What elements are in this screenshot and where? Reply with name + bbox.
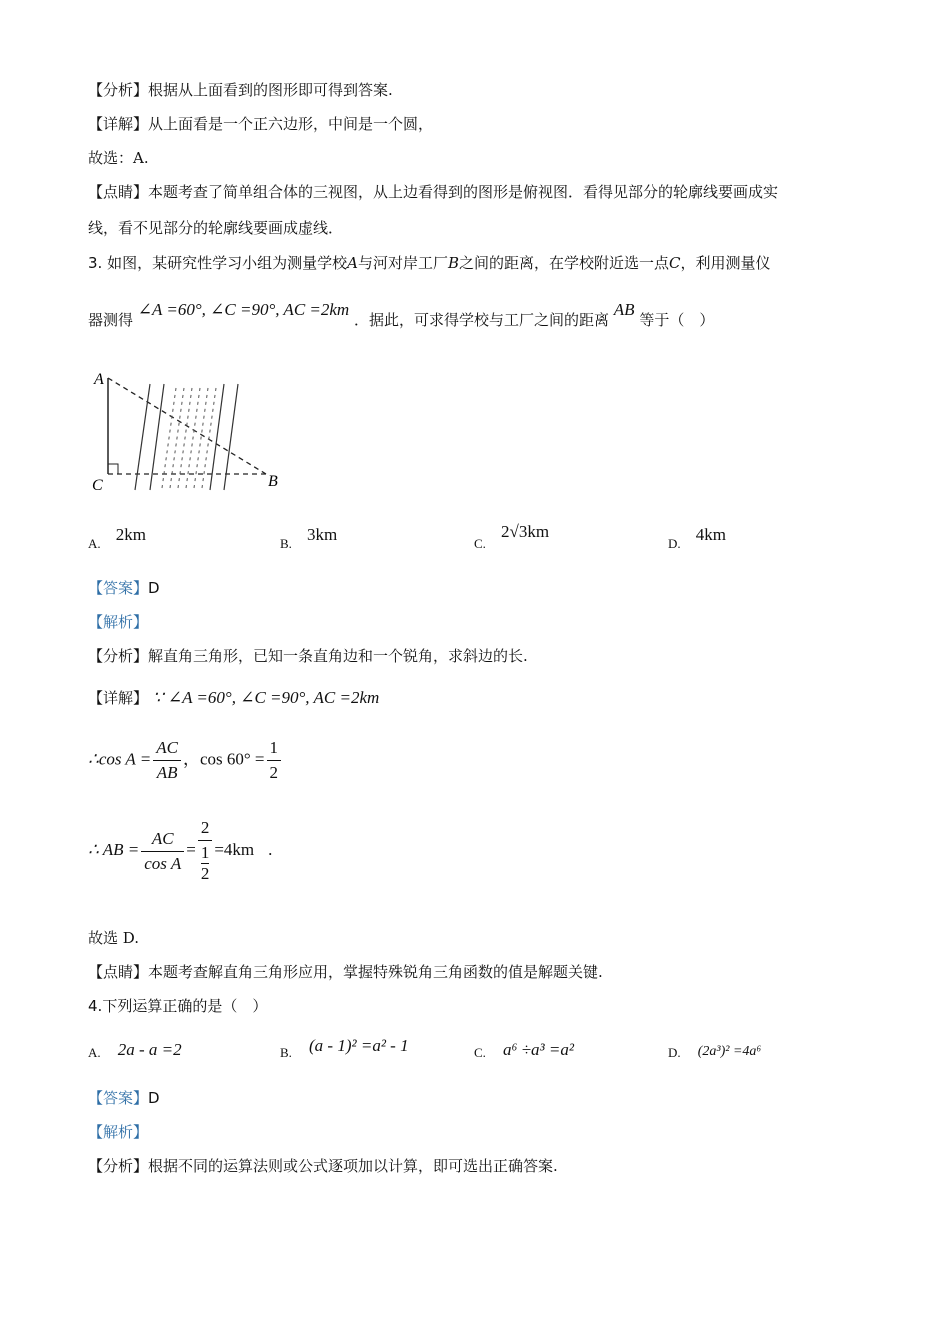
q4-stem: 4.下列运算正确的是（ ） xyxy=(88,997,268,1015)
q4-option-b[interactable]: $_{B.}$ (a - 1)² =a² - 1 xyxy=(280,1036,409,1060)
q2-detail: 【详解】从上面看是一个正六边形，中间是一个圆， xyxy=(88,115,434,133)
q4-analysis: 【分析】根据不同的运算法则或公式逐项加以计算，即可选出正确答案. xyxy=(88,1157,558,1175)
q3-stem-1: 3. 如图，某研究性学习小组为测量学校A与河对岸工厂B之间的距离，在学校附近选一点C，利用测量仪 xyxy=(88,254,771,272)
q3-explain-tag: 【解析】 xyxy=(88,613,149,631)
river-banks xyxy=(135,384,238,490)
q3-option-c[interactable]: $_{C.}$ 2√3km xyxy=(474,522,550,551)
fraction-ac-ab: $\frac{AC}{AB}$ xyxy=(153,738,181,783)
fraction-ac-cosa: $\frac{AC}{\text{cos A}}$ xyxy=(141,829,184,874)
river-water xyxy=(162,388,216,488)
q2-comment-1: 【点睛】本题考查了简单组合体的三视图，从上边看得到的图形是俯视图．看得见部分的轮廓线要画成实 xyxy=(88,183,779,201)
label-c: C xyxy=(92,477,103,494)
q3-option-b[interactable]: $_{B.}$ 3km xyxy=(280,525,338,551)
q3-figure xyxy=(88,366,288,496)
q2-comment-2: 线，看不见部分的轮廓线要画成虚线． xyxy=(88,219,344,237)
q3-stem-2: 器测得 ∠A =60°, ∠C =90°, AC =2km ．据此，可求得学校与工厂之间的距离 AB 等于（ ） xyxy=(88,300,715,329)
segment-ab xyxy=(108,378,266,474)
q2-analysis: 【分析】根据从上面看到的图形即可得到答案. xyxy=(88,81,393,99)
q4-option-c[interactable]: C. a⁶ ÷a³ =a² xyxy=(474,1040,574,1060)
right-angle-mark xyxy=(108,464,118,474)
fraction-two-over-half: 2 1 2 xyxy=(198,818,213,884)
label-a: A xyxy=(94,371,104,388)
q3-step-2: ∴cos A = $\frac{AC}{AB}$ ，cos 60° = $\frac{1}{2}$ xyxy=(88,738,283,783)
q3-choose: 故选 D. xyxy=(88,929,140,947)
q4-explain-tag: 【解析】 xyxy=(88,1123,149,1141)
q4-option-a[interactable]: A. 2a - a =2 xyxy=(88,1040,182,1060)
q4-option-d[interactable]: D. (2a³)² =4a⁶ xyxy=(668,1044,762,1060)
fraction-one-half: $\frac{1}{2}$ xyxy=(267,738,282,783)
q2-choose: 故选：A. xyxy=(88,149,149,167)
q3-option-d[interactable]: $_{D.}$ 4km xyxy=(668,525,726,551)
q3-option-a[interactable]: $_{A.}$ 2km xyxy=(88,525,146,551)
q3-analysis: 【分析】解直角三角形，已知一条直角边和一个锐角，求斜边的长. xyxy=(88,647,528,665)
q3-step-3: ∴ AB = $\frac{AC}{\text{cos A}}$ = 2 1 2 =4km . xyxy=(88,818,273,883)
q4-answer: 【答案】D xyxy=(88,1089,160,1107)
label-b: B xyxy=(268,473,278,490)
q3-comment: 【点睛】本题考查解直角三角形应用，掌握特殊锐角三角函数的值是解题关键. xyxy=(88,963,603,981)
q3-answer: 【答案】D xyxy=(88,579,160,597)
q3-detail: 【详解】 ∵ ∠A =60°, ∠C =90°, AC =2km xyxy=(88,688,380,707)
